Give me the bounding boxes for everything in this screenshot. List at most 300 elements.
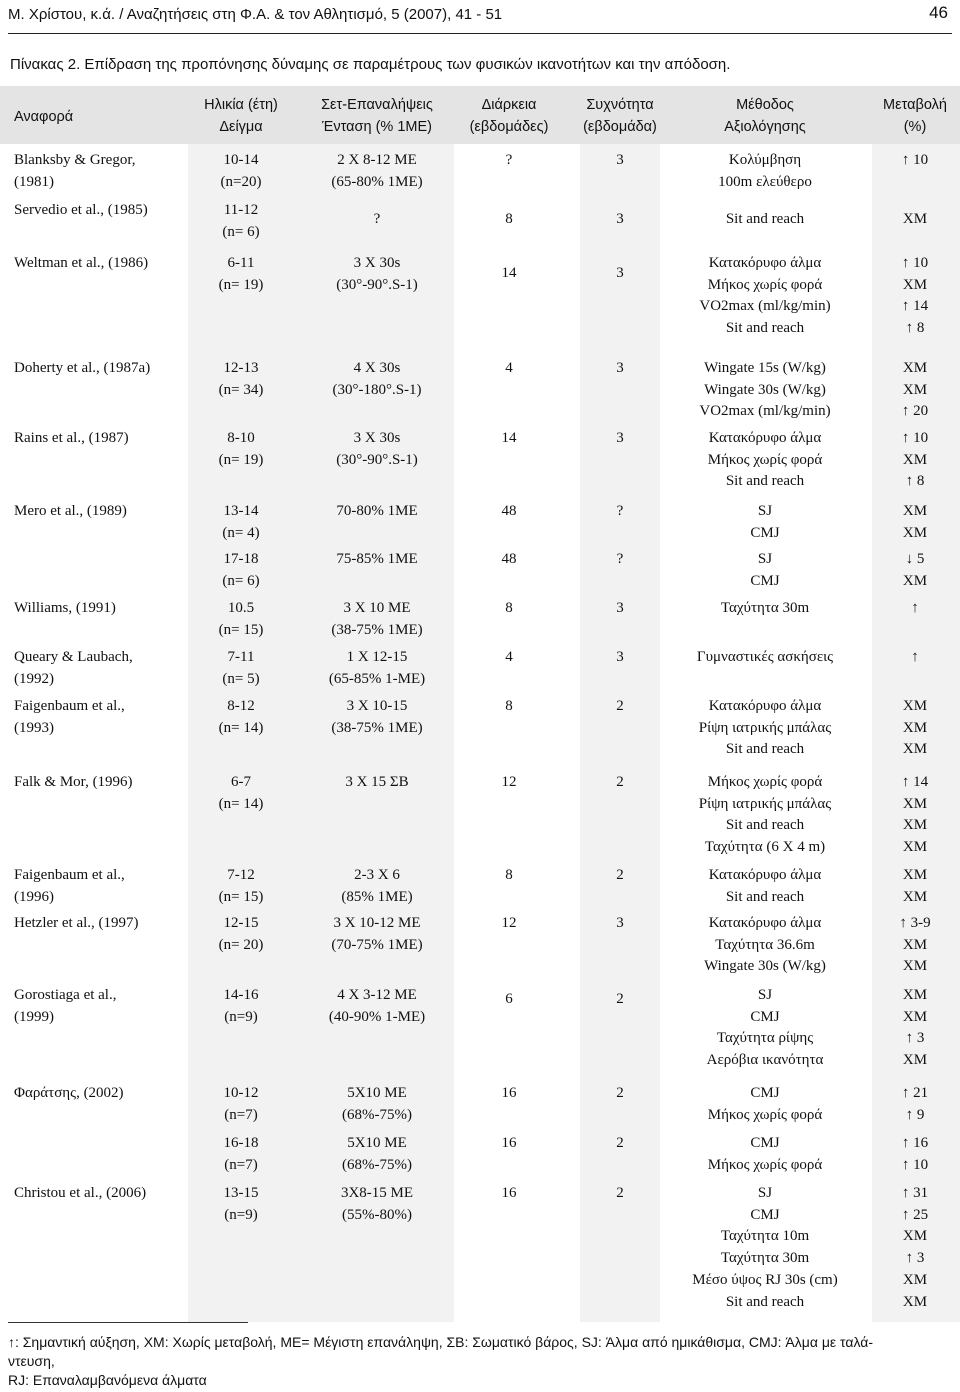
cell-line: ΧΜ	[902, 1052, 928, 1069]
cell-line: 2-3 Χ 6	[354, 867, 400, 883]
cell-line: ΧΜ	[902, 451, 928, 468]
cell-line: 70-80% 1ΜΕ	[336, 503, 418, 519]
cell-reference	[14, 150, 188, 193]
cell-frequency	[580, 549, 660, 571]
cell-line: (n= 15)	[218, 621, 264, 638]
cell-line: (n= 5)	[222, 670, 260, 687]
cell-line: 16	[501, 1185, 517, 1201]
cell-line: ↑	[911, 649, 919, 665]
cell-sets-intensity	[300, 501, 454, 523]
cell-line: (n=9)	[224, 1008, 258, 1025]
cell-line: 16-18	[223, 1135, 259, 1151]
cell-reference	[14, 428, 188, 450]
cell-duration	[464, 263, 554, 285]
cell-line: Ταχύτητα ρίψης	[716, 1030, 814, 1047]
cell-age-sample	[188, 150, 294, 193]
cell-sets-intensity	[300, 1133, 454, 1176]
cell-age-sample	[188, 428, 294, 471]
cell-line: ↑ 10	[901, 1156, 929, 1173]
cell-line: Ταχύτητα (6 Χ 4 m)	[704, 839, 826, 856]
cell-line: 3 Χ 15 ΣΒ	[345, 774, 409, 790]
cell-change	[872, 1133, 958, 1176]
cell-method	[660, 647, 870, 669]
column-header-duration	[464, 94, 554, 138]
cell-line: Mero et al., (1989)	[14, 503, 127, 519]
cell-age-sample	[188, 865, 294, 908]
cell-line: 4	[505, 360, 513, 376]
cell-age-sample	[188, 1133, 294, 1176]
cell-line: 14-16	[223, 987, 259, 1003]
cell-duration	[464, 865, 554, 887]
cell-line: Christou et al., (2006)	[14, 1185, 147, 1201]
cell-change	[872, 358, 958, 423]
cell-method	[660, 1083, 870, 1126]
cell-change	[872, 209, 958, 231]
cell-line: 5Χ10 ΜΕ	[347, 1135, 407, 1151]
cell-frequency	[580, 1133, 660, 1155]
cell-frequency	[580, 913, 660, 935]
cell-line: 2 Χ 8-12 ΜΕ	[337, 152, 417, 168]
cell-reference	[14, 985, 188, 1028]
cell-line: ↑ 10	[901, 152, 929, 168]
cell-duration	[464, 696, 554, 718]
cell-reference	[14, 1083, 188, 1105]
cell-line: (38-75% 1ΜΕ)	[331, 621, 423, 638]
cell-line: 3 Χ 10-12 ΜΕ	[333, 915, 421, 931]
cell-line: 13-15	[223, 1185, 259, 1201]
cell-line: 12-15	[223, 915, 259, 931]
cell-line: Sit and reach	[725, 211, 805, 227]
cell-reference	[14, 358, 188, 380]
cell-reference	[14, 598, 188, 620]
cell-line: 48	[501, 503, 517, 519]
cell-line: Wingate 30s (W/kg)	[704, 958, 826, 975]
cell-line: (n= 34)	[218, 381, 264, 398]
cell-change	[872, 150, 958, 172]
cell-line: ΧΜ	[902, 1228, 928, 1245]
cell-line: 2	[616, 774, 624, 790]
cell-line: 10.5	[227, 600, 255, 616]
cell-line: Servedio et al., (1985)	[14, 202, 148, 218]
cell-sets-intensity	[300, 150, 454, 193]
cell-age-sample	[188, 501, 294, 544]
cell-line: Williams, (1991)	[14, 600, 116, 616]
cell-sets-intensity	[300, 1183, 454, 1226]
cell-change	[872, 696, 958, 761]
cell-line: 3Χ8-15 ΜΕ	[340, 1185, 414, 1201]
cell-line: (n= 4)	[222, 524, 260, 541]
cell-line: ΧΜ	[902, 817, 928, 834]
cell-line: Ταχύτητα 30m	[720, 600, 810, 616]
cell-line: 5Χ10 ΜΕ	[347, 1085, 407, 1101]
cell-change	[872, 1083, 958, 1126]
cell-line: (65-80% 1ΜΕ)	[331, 173, 423, 190]
cell-sets-intensity	[300, 428, 454, 471]
cell-line: ?	[616, 503, 624, 519]
cell-line: ΧΜ	[902, 211, 928, 227]
cell-line: 8	[505, 867, 513, 883]
cell-line: 4 Χ 3-12 ΜΕ	[337, 987, 417, 1003]
cell-line: Blanksby & Gregor,	[14, 152, 136, 168]
cell-frequency	[580, 865, 660, 887]
cell-change	[872, 647, 958, 669]
cell-line: Falk & Mor, (1996)	[14, 774, 133, 790]
cell-line: Sit and reach	[725, 741, 805, 758]
cell-age-sample	[188, 200, 294, 243]
cell-line: ΧΜ	[902, 987, 928, 1003]
cell-age-sample	[188, 647, 294, 690]
cell-line: CMJ	[750, 1135, 780, 1151]
cell-line: (68%-75%)	[342, 1156, 412, 1173]
column-header-line: Διάρκεια	[481, 97, 537, 113]
cell-line: (70-75% 1ΜΕ)	[331, 936, 423, 953]
cell-age-sample	[188, 985, 294, 1028]
cell-line: ↑	[911, 600, 919, 616]
cell-line: ?	[373, 211, 381, 227]
cell-duration	[464, 1133, 554, 1155]
cell-frequency	[580, 696, 660, 718]
column-header-change	[872, 94, 958, 138]
cell-method	[660, 696, 870, 761]
column-header-line: (εβδομάδες)	[469, 119, 549, 135]
cell-method	[660, 1133, 870, 1176]
cell-line: (68%-75%)	[342, 1106, 412, 1123]
cell-line: 2	[616, 1085, 624, 1101]
column-header-line: Σετ-Επαναλήψεις	[321, 97, 433, 113]
cell-line: 12	[501, 774, 517, 790]
cell-line: 14	[501, 430, 517, 446]
cell-duration	[464, 358, 554, 380]
cell-line: 3	[616, 430, 624, 446]
cell-age-sample	[188, 1183, 294, 1226]
cell-line: 7-11	[227, 649, 255, 665]
footnote-rule	[8, 1322, 248, 1323]
cell-line: 3	[616, 152, 624, 168]
cell-frequency	[580, 209, 660, 231]
cell-method	[660, 501, 870, 544]
cell-line: (n= 19)	[218, 451, 264, 468]
cell-line: 17-18	[223, 551, 259, 567]
cell-line: (1999)	[14, 1008, 54, 1025]
cell-line: ?	[616, 551, 624, 567]
cell-line: CMJ	[750, 572, 780, 589]
table-caption: Πίνακας 2. Επίδραση της προπόνησης δύναμης σε παραμέτρους των φυσικών ικανοτήτων και την απόδοση.	[10, 56, 731, 73]
cell-line: SJ	[757, 503, 773, 519]
cell-line: ↑ 21	[901, 1085, 929, 1101]
cell-reference	[14, 913, 188, 935]
cell-line: 8-10	[227, 430, 255, 446]
page-number: 46	[929, 3, 948, 22]
column-header-line: (%)	[903, 119, 927, 135]
cell-line: Ρίψη ιατρικής μπάλας	[698, 719, 832, 736]
cell-line: (30°-90°.S-1)	[336, 451, 418, 468]
cell-line: Μήκος χωρίς φορά	[707, 774, 823, 790]
cell-line: ↑ 14	[901, 298, 929, 315]
cell-line: ΧΜ	[902, 867, 928, 883]
cell-line: ↑ 20	[901, 403, 929, 420]
cell-line: CMJ	[750, 1206, 780, 1223]
cell-line: (38-75% 1ΜΕ)	[331, 719, 423, 736]
cell-change	[872, 253, 958, 340]
cell-method	[660, 598, 870, 620]
cell-line: Κατακόρυφο άλμα	[708, 915, 822, 931]
cell-change	[872, 772, 958, 859]
cell-line: Κατακόρυφο άλμα	[708, 430, 822, 446]
cell-line: ΧΜ	[902, 888, 928, 905]
cell-age-sample	[188, 253, 294, 296]
cell-line: 100m ελεύθερο	[718, 173, 812, 190]
cell-sets-intensity	[300, 1083, 454, 1126]
cell-reference	[14, 253, 188, 275]
cell-change	[872, 913, 958, 978]
column-header-reference	[14, 106, 188, 128]
cell-line: Μήκος χωρίς φορά	[707, 451, 823, 468]
cell-line: SJ	[757, 551, 773, 567]
column-header-line: Συχνότητα	[586, 97, 654, 113]
cell-line: 7-12	[227, 867, 255, 883]
cell-method	[660, 209, 870, 231]
cell-age-sample	[188, 358, 294, 401]
cell-line: VO2max (ml/kg/min)	[699, 298, 831, 315]
cell-frequency	[580, 989, 660, 1011]
header-rule	[8, 33, 952, 34]
cell-line: CMJ	[750, 1008, 780, 1025]
cell-line: 3 Χ 30s	[353, 255, 401, 271]
cell-line: Φαράτσης, (2002)	[14, 1085, 124, 1101]
cell-frequency	[580, 772, 660, 794]
cell-line: (n= 20)	[218, 936, 264, 953]
cell-duration	[464, 772, 554, 794]
cell-method	[660, 428, 870, 493]
cell-line: 3 Χ 10-15	[346, 698, 408, 714]
cell-line: ↓ 5	[905, 551, 925, 567]
cell-line: ΧΜ	[902, 360, 928, 376]
cell-line: ↑ 10	[901, 430, 929, 446]
cell-line: VO2max (ml/kg/min)	[699, 403, 831, 420]
cell-sets-intensity	[300, 358, 454, 401]
cell-line: Sit and reach	[725, 888, 805, 905]
cell-line: ↑ 9	[905, 1106, 925, 1123]
cell-line: 6	[505, 991, 513, 1007]
cell-line: Faigenbaum et al.,	[14, 867, 125, 883]
cell-line: 8-12	[227, 698, 255, 714]
column-header-line: Μέθοδος	[736, 97, 794, 113]
cell-line: Ταχύτητα 10m	[720, 1228, 810, 1245]
cell-line: 2	[616, 1135, 624, 1151]
cell-line: 48	[501, 551, 517, 567]
cell-line: 2	[616, 1185, 624, 1201]
column-header-line: Αναφορά	[14, 109, 74, 125]
cell-method	[660, 772, 870, 859]
cell-line: Ταχύτητα 36.6m	[715, 936, 815, 953]
column-header-frequency	[580, 94, 660, 138]
cell-line: Κατακόρυφο άλμα	[708, 867, 822, 883]
cell-frequency	[580, 150, 660, 172]
cell-line: ↑ 8	[905, 320, 925, 337]
cell-line: ΧΜ	[902, 381, 928, 398]
cell-line: Wingate 15s (W/kg)	[704, 360, 826, 376]
cell-line: (n= 14)	[218, 795, 264, 812]
cell-line: Γυμναστικές ασκήσεις	[696, 649, 834, 665]
column-header-line: Δείγμα	[219, 119, 263, 135]
cell-method	[660, 985, 870, 1072]
cell-duration	[464, 209, 554, 231]
cell-line: ↑ 31	[901, 1185, 929, 1201]
cell-frequency	[580, 598, 660, 620]
cell-line: 2	[616, 867, 624, 883]
cell-line: ΧΜ	[902, 795, 928, 812]
cell-frequency	[580, 501, 660, 523]
cell-age-sample	[188, 772, 294, 815]
cell-line: ΧΜ	[902, 1008, 928, 1025]
cell-line: SJ	[757, 987, 773, 1003]
cell-age-sample	[188, 549, 294, 592]
cell-duration	[464, 647, 554, 669]
cell-line: (n=20)	[220, 173, 262, 190]
cell-method	[660, 1183, 870, 1313]
cell-age-sample	[188, 598, 294, 641]
cell-reference	[14, 647, 188, 690]
footnote-legend: ↑: Σημαντική αύξηση, ΧΜ: Χωρίς μεταβολή, ΜΕ= Μέγιστη επανάληψη, ΣΒ: Σωματικό βάρος, SJ: Άλμα από ημικάθισμα, CMJ: Άλμα με ταλά-	[8, 1334, 873, 1350]
cell-line: (30°-90°.S-1)	[336, 276, 418, 293]
cell-line: 11-12	[223, 202, 259, 218]
cell-change	[872, 1183, 958, 1313]
cell-line: (1993)	[14, 719, 54, 736]
cell-change	[872, 549, 958, 592]
cell-line: ΧΜ	[902, 719, 928, 736]
cell-duration	[464, 150, 554, 172]
cell-line: 3	[616, 211, 624, 227]
cell-change	[872, 428, 958, 493]
cell-line: 8	[505, 211, 513, 227]
cell-line: 3	[616, 649, 624, 665]
column-header-line: Ένταση (% 1ΜΕ)	[322, 119, 432, 135]
cell-line: 6-7	[231, 774, 251, 790]
cell-line: Ρίψη ιατρικής μπάλας	[698, 795, 832, 812]
cell-line: Κατακόρυφο άλμα	[708, 255, 822, 271]
cell-sets-intensity	[300, 865, 454, 908]
cell-line: Μήκος χωρίς φορά	[707, 276, 823, 293]
cell-line: Rains et al., (1987)	[14, 430, 129, 446]
column-header-line: Αξιολόγησης	[724, 119, 806, 135]
cell-line: Queary & Laubach,	[14, 649, 133, 665]
cell-sets-intensity	[300, 549, 454, 571]
cell-line: Μήκος χωρίς φορά	[707, 1106, 823, 1123]
cell-line: ↑ 3	[905, 1030, 925, 1047]
cell-sets-intensity	[300, 696, 454, 739]
cell-reference	[14, 1183, 188, 1205]
cell-line: Αερόβια ικανότητα	[706, 1052, 824, 1069]
cell-line: Ταχύτητα 30m	[720, 1250, 810, 1267]
footnote-rj: RJ: Επαναλαμβανόμενα άλματα	[8, 1372, 207, 1388]
cell-line: 6-11	[227, 255, 255, 271]
cell-line: (n= 14)	[218, 719, 264, 736]
cell-reference	[14, 200, 188, 222]
cell-line: ΧΜ	[902, 1293, 928, 1310]
cell-line: ΧΜ	[902, 936, 928, 953]
cell-line: SJ	[757, 1185, 773, 1201]
cell-line: ↑ 3-9	[899, 915, 931, 931]
cell-frequency	[580, 1083, 660, 1105]
cell-frequency	[580, 428, 660, 450]
cell-line: ↑ 25	[901, 1206, 929, 1223]
cell-line: ?	[505, 152, 513, 168]
cell-line: 3 Χ 30s	[353, 430, 401, 446]
cell-sets-intensity	[300, 253, 454, 296]
cell-duration	[464, 1183, 554, 1205]
cell-line: 13-14	[223, 503, 259, 519]
cell-method	[660, 253, 870, 340]
cell-line: Κατακόρυφο άλμα	[708, 698, 822, 714]
cell-line: ΧΜ	[902, 839, 928, 856]
cell-duration	[464, 989, 554, 1011]
cell-duration	[464, 549, 554, 571]
cell-line: (n=7)	[224, 1156, 258, 1173]
cell-line: ΧΜ	[902, 276, 928, 293]
cell-line: Sit and reach	[725, 473, 805, 490]
cell-line: Μέσο ύψος RJ 30s (cm)	[692, 1271, 838, 1288]
cell-line: 1 Χ 12-15	[346, 649, 408, 665]
cell-line: ΧΜ	[902, 503, 928, 519]
cell-line: 16	[501, 1085, 517, 1101]
column-header-line: (εβδομάδα)	[583, 119, 657, 135]
cell-line: ΧΜ	[902, 572, 928, 589]
cell-method	[660, 549, 870, 592]
cell-duration	[464, 428, 554, 450]
cell-line: ΧΜ	[902, 524, 928, 541]
cell-age-sample	[188, 696, 294, 739]
cell-line: Sit and reach	[725, 1293, 805, 1310]
cell-sets-intensity	[300, 598, 454, 641]
cell-line: Μήκος χωρίς φορά	[707, 1156, 823, 1173]
cell-change	[872, 985, 958, 1072]
cell-method	[660, 150, 870, 193]
cell-frequency	[580, 647, 660, 669]
cell-sets-intensity	[300, 985, 454, 1028]
cell-frequency	[580, 263, 660, 285]
cell-line: Κολύμβηση	[728, 152, 802, 168]
cell-reference	[14, 865, 188, 908]
cell-line: ΧΜ	[902, 698, 928, 714]
cell-duration	[464, 598, 554, 620]
cell-line: Wingate 30s (W/kg)	[704, 381, 826, 398]
column-header-line: Ηλικία (έτη)	[204, 97, 278, 113]
cell-reference	[14, 772, 188, 794]
cell-line: Hetzler et al., (1997)	[14, 915, 139, 931]
cell-duration	[464, 501, 554, 523]
cell-line: (n=9)	[224, 1206, 258, 1223]
cell-sets-intensity	[300, 647, 454, 690]
footnote-legend-cont: ντευση,	[8, 1353, 55, 1369]
cell-line: Sit and reach	[725, 817, 805, 834]
cell-method	[660, 358, 870, 423]
cell-line: 4 Χ 30s	[353, 360, 401, 376]
cell-age-sample	[188, 1083, 294, 1126]
cell-line: (1981)	[14, 173, 54, 190]
cell-line: 8	[505, 698, 513, 714]
cell-line: 3	[616, 265, 624, 281]
cell-line: ↑ 3	[905, 1250, 925, 1267]
running-header: Μ. Χρίστου, κ.ά. / Αναζητήσεις στη Φ.Α. & τον Αθλητισμό, 5 (2007), 41 - 51	[8, 6, 503, 23]
column-header-line: Μεταβολή	[883, 97, 947, 113]
cell-line: Sit and reach	[725, 320, 805, 337]
cell-change	[872, 501, 958, 544]
cell-line: 12-13	[223, 360, 259, 376]
cell-line: 10-12	[223, 1085, 259, 1101]
cell-sets-intensity	[300, 913, 454, 956]
cell-line: (85% 1ΜΕ)	[341, 888, 413, 905]
cell-line: (n=7)	[224, 1106, 258, 1123]
